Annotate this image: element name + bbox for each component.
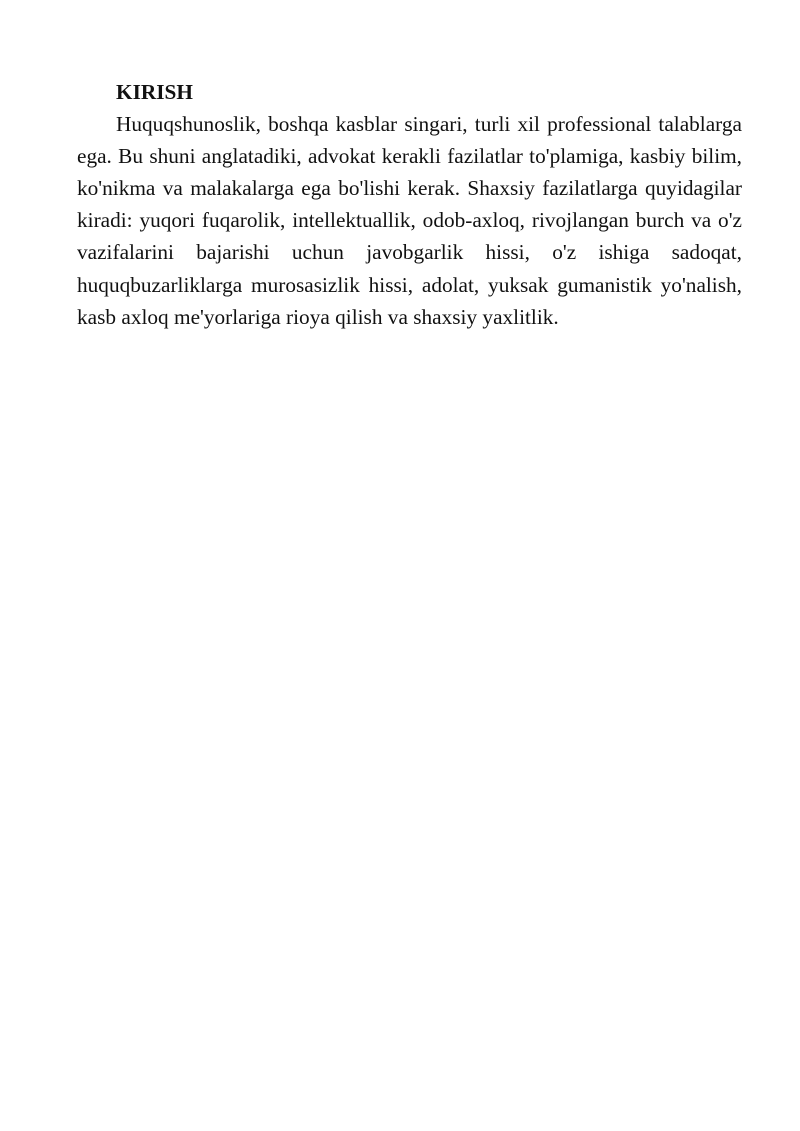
document-body <box>77 76 742 333</box>
body-paragraph: Huquqshunoslik, boshqa kasblar singari, turli xil professional talablarga ega. Bu shuni anglatadiki, advokat kerakli fazilatlar to'plamiga, kasbiy bilim, ko'nikma va malakalarga ega bo'lishi kerak. Shaxsiy fazilatlarga quyidagilar kiradi: yuqori fuqarolik, intellektuallik, odob-axloq, rivojlangan burch va o'z vazifalarini bajarishi uchun javobgarlik hissi, o'z ishiga sadoqat, huquqbuzarliklarga murosasizlik hissi, adolat, yuksak gumanistik yo'nalish, kasb axloq me'yorlariga rioya qilish va shaxsiy yaxlitlik. <box>77 112 742 329</box>
section-heading: KIRISH <box>116 80 193 104</box>
